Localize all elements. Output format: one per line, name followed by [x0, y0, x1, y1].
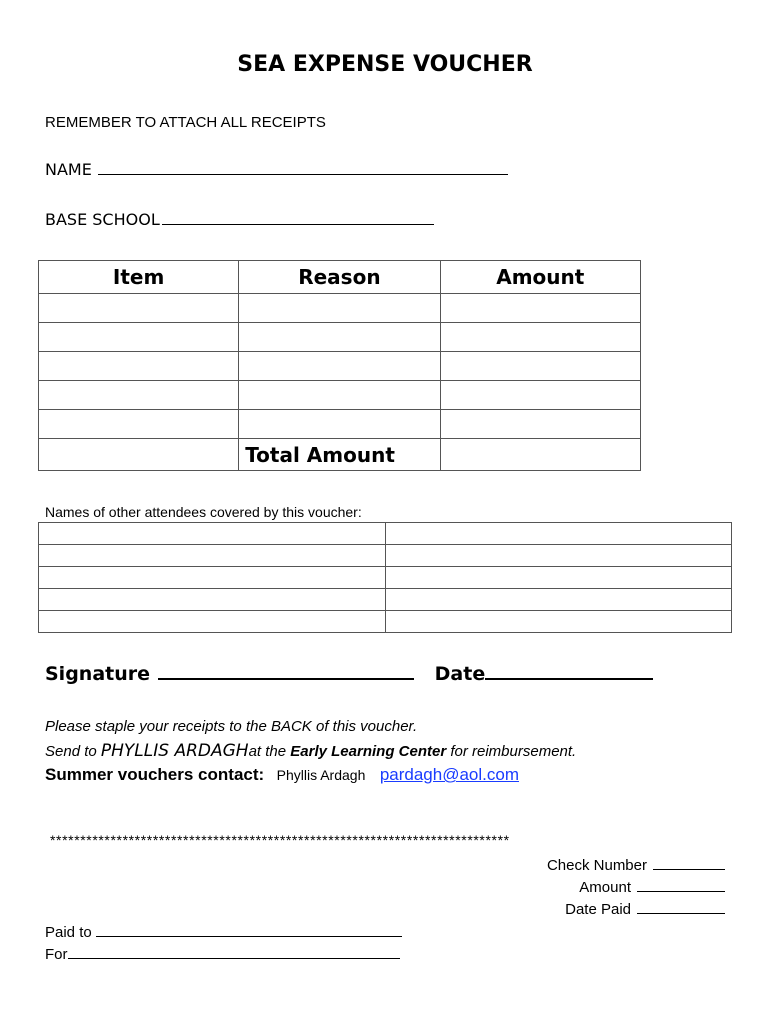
- check-number-label: Check Number: [546, 857, 647, 874]
- name-field-row: [45, 160, 508, 179]
- office-amount-row: [579, 879, 725, 896]
- total-empty-cell: [39, 439, 239, 471]
- attendee-cell[interactable]: [385, 589, 732, 611]
- item-header: Item: [39, 261, 239, 294]
- date-label: Date: [434, 663, 486, 685]
- reason-cell[interactable]: [239, 294, 440, 323]
- office-amount-field[interactable]: [637, 879, 725, 892]
- send-center: Early Learning Center: [290, 743, 447, 760]
- attendee-cell[interactable]: [39, 545, 386, 567]
- office-amount-label: Amount: [579, 879, 631, 896]
- expense-row: [39, 323, 641, 352]
- attendee-cell[interactable]: [385, 545, 732, 567]
- attendee-cell[interactable]: [39, 523, 386, 545]
- attendee-cell[interactable]: [385, 611, 732, 633]
- contact-row: [45, 765, 519, 785]
- send-suffix: for reimbursement.: [450, 743, 577, 760]
- total-amount-cell[interactable]: [440, 439, 640, 471]
- signature-field[interactable]: [158, 660, 414, 680]
- contact-label: Summer vouchers contact:: [45, 765, 265, 784]
- attendee-row: [39, 611, 732, 633]
- expense-row: [39, 352, 641, 381]
- reason-header: Reason: [239, 261, 440, 294]
- check-number-field[interactable]: [653, 857, 725, 870]
- attendee-row: [39, 545, 732, 567]
- attendee-row: [39, 523, 732, 545]
- item-cell[interactable]: [39, 410, 239, 439]
- receipts-reminder: REMEMBER TO ATTACH ALL RECEIPTS: [45, 114, 326, 131]
- voucher-title: SEA EXPENSE VOUCHER: [237, 52, 533, 77]
- signature-label: Signature: [45, 663, 151, 685]
- date-paid-row: [565, 901, 725, 918]
- attendee-row: [39, 567, 732, 589]
- expense-row: [39, 381, 641, 410]
- paid-to-field[interactable]: [96, 924, 402, 937]
- send-middle: at the: [248, 743, 287, 760]
- base-school-field-row: [45, 210, 434, 229]
- amount-cell[interactable]: [440, 323, 640, 352]
- expense-table: [38, 260, 641, 471]
- expense-row: [39, 294, 641, 323]
- amount-cell[interactable]: [440, 410, 640, 439]
- attendee-cell[interactable]: [385, 567, 732, 589]
- paid-to-row: [45, 924, 402, 941]
- attendee-cell[interactable]: [39, 567, 386, 589]
- reason-cell[interactable]: [239, 381, 440, 410]
- amount-cell[interactable]: [440, 352, 640, 381]
- attendee-row: [39, 589, 732, 611]
- expense-header-row: [39, 261, 641, 294]
- total-row: [39, 439, 641, 471]
- reason-cell[interactable]: [239, 352, 440, 381]
- contact-name: Phyllis Ardagh: [276, 767, 366, 783]
- total-amount-label: Total Amount: [239, 439, 440, 471]
- staple-instructions: Please staple your receipts to the BACK of this voucher.: [45, 718, 418, 735]
- signature-date-row: [45, 660, 653, 685]
- for-row: [45, 946, 400, 963]
- attendees-table: [38, 522, 732, 633]
- amount-cell[interactable]: [440, 294, 640, 323]
- attendees-label: Names of other attendees covered by this voucher:: [45, 504, 362, 520]
- expense-row: [39, 410, 641, 439]
- attendee-cell[interactable]: [385, 523, 732, 545]
- send-prefix: Send to: [45, 743, 97, 760]
- attendee-cell[interactable]: [39, 589, 386, 611]
- paid-to-label: Paid to: [45, 924, 92, 941]
- item-cell[interactable]: [39, 323, 239, 352]
- contact-email-link[interactable]: pardagh@aol.com: [379, 765, 519, 784]
- item-cell[interactable]: [39, 352, 239, 381]
- item-cell[interactable]: [39, 381, 239, 410]
- amount-header: Amount: [440, 261, 640, 294]
- reason-cell[interactable]: [239, 410, 440, 439]
- item-cell[interactable]: [39, 294, 239, 323]
- attendee-cell[interactable]: [39, 611, 386, 633]
- for-field[interactable]: [68, 946, 400, 959]
- name-field[interactable]: [98, 160, 508, 175]
- base-school-label: BASE SCHOOL: [45, 210, 160, 229]
- date-paid-field[interactable]: [637, 901, 725, 914]
- send-person: PHYLLIS ARDAGH: [100, 741, 249, 761]
- separator-line: ****************************************************************************: [50, 832, 510, 848]
- base-school-field[interactable]: [162, 210, 434, 225]
- date-paid-label: Date Paid: [565, 901, 631, 918]
- date-field[interactable]: [485, 660, 653, 680]
- send-instructions: [45, 741, 576, 761]
- check-number-row: [547, 857, 725, 874]
- amount-cell[interactable]: [440, 381, 640, 410]
- reason-cell[interactable]: [239, 323, 440, 352]
- name-label: NAME: [45, 160, 92, 179]
- for-label: For: [45, 946, 68, 963]
